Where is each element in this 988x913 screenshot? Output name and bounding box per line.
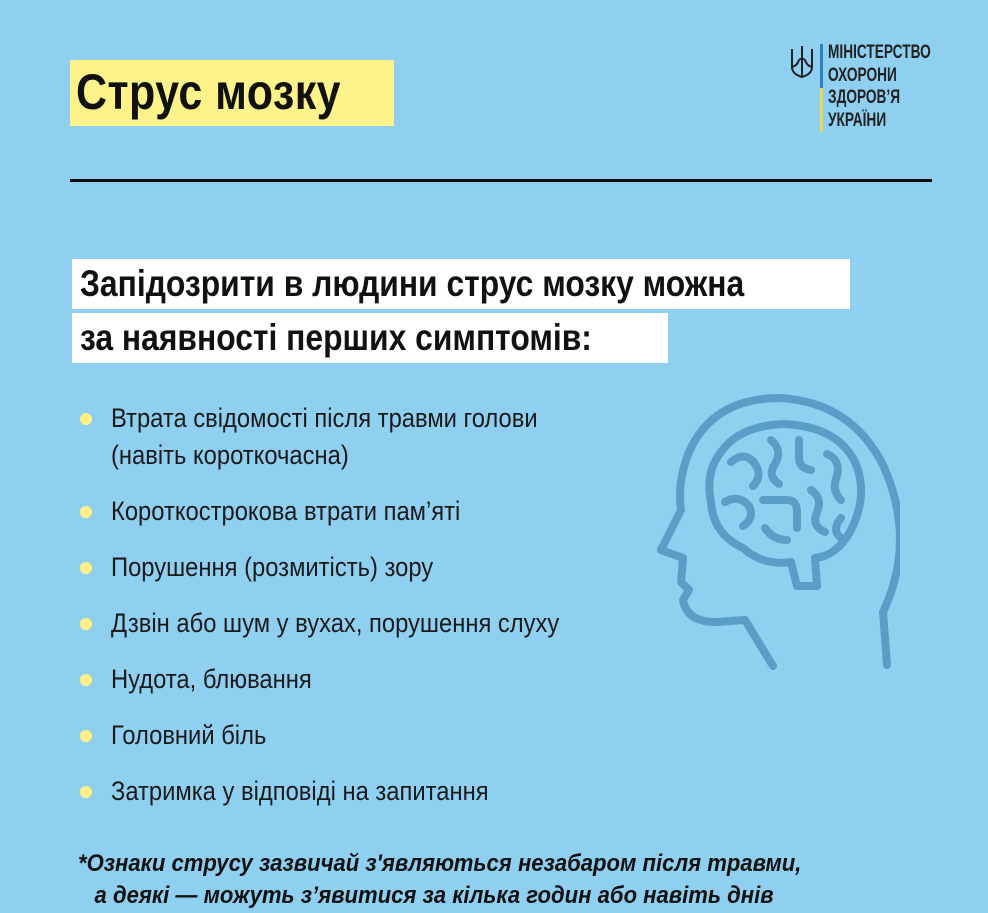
bullet-icon <box>80 786 92 798</box>
logo-line: УКРАЇНИ <box>828 109 887 131</box>
symptom-text: (навіть короткочасна) <box>111 440 349 470</box>
symptom-text: Затримка у відповіді на запитання <box>111 776 489 806</box>
head-brain-icon <box>655 390 900 675</box>
footnote-line: а деякі — можуть з’явитися за кілька годин або навіть днів <box>94 882 774 909</box>
subtitle-text: Запідозрити в людини струс мозку можна <box>80 263 745 304</box>
logo-line: ЗДОРОВ’Я <box>828 87 901 108</box>
symptom-text: Втрата свідомості після травми голови <box>111 403 538 433</box>
symptom-text: Короткострокова втрати пам’яті <box>111 496 461 526</box>
title-highlight <box>70 60 394 126</box>
bullet-icon <box>80 618 92 630</box>
subtitle-text: за наявності перших симптомів: <box>80 317 592 358</box>
page-title: Струс мозку <box>76 64 342 120</box>
trident-icon <box>790 46 814 80</box>
bullet-icon <box>80 674 92 686</box>
symptom-text: Головний біль <box>111 720 267 750</box>
logo-bar-yellow <box>820 88 823 132</box>
bullet-icon <box>80 413 92 425</box>
bullet-icon <box>80 506 92 518</box>
ministry-logo <box>790 42 940 134</box>
subtitle-line-2 <box>72 313 668 363</box>
title-divider <box>70 179 932 182</box>
logo-line: ОХОРОНИ <box>828 64 897 86</box>
symptom-text: Нудота, блювання <box>111 664 312 694</box>
logo-bar-blue <box>820 44 823 88</box>
symptom-text: Порушення (розмитість) зору <box>111 552 434 582</box>
footnote <box>78 848 801 912</box>
bullet-icon <box>80 730 92 742</box>
symptom-text: Дзвін або шум у вухах, порушення слуху <box>111 608 560 638</box>
logo-line: МІНІСТЕРСТВО <box>828 42 931 63</box>
footnote-line: *Ознаки струсу зазвичай з'являються незабаром після травми, <box>78 850 802 877</box>
bullet-icon <box>80 562 92 574</box>
subtitle-line-1 <box>72 259 850 309</box>
logo-text <box>828 42 931 132</box>
